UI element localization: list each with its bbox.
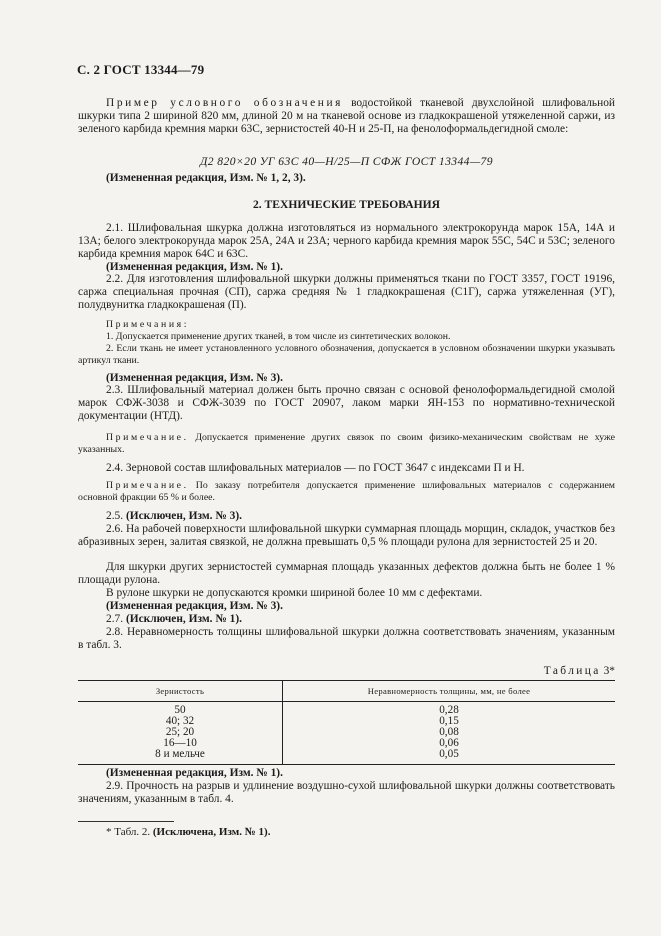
amendment-note: (Измененная редакция, Изм. № 1, 2, 3). — [106, 172, 306, 184]
example-label: Пример условного обозначения — [106, 97, 343, 109]
clause-2-3: 2.3. Шлифовальный материал должен быть прочно связан с основой фенолоформальдегидной смолой марок СФЖ-3038 и СФЖ-3039 по ГОСТ 20907, лаком марки ЯН-153 по нормативно-технической документации (НТД). — [78, 384, 615, 423]
clause-2-4: 2.4. Зерновой состав шлифовальных материалов — по ГОСТ 3647 с индексами П и Н. — [106, 462, 525, 474]
amendment-note: (Измененная редакция, Изм. № 1). — [106, 767, 283, 779]
clause-2-8: 2.8. Неравномерность толщины шлифовальной шкурки должна соответствовать значениям, указанным в табл. 3. — [78, 626, 615, 652]
note-item: 2. Если ткань не имеет установленного условного обозначения, допускается в условном обозначении шкурки указывать артикул ткани. — [78, 343, 615, 366]
amendment-note: (Измененная редакция, Изм. № 1). — [106, 261, 283, 273]
clause-2-6-edges: В рулоне шкурки не допускаются кромки шириной более 10 мм с дефектами. — [106, 587, 483, 599]
notes-label: Примечания: — [106, 319, 190, 330]
clause-2-1: 2.1. Шлифовальная шкурка должна изготовляться из нормального электрокорунда марок 15А, 14А и 13А; белого электрокорунда марок 25А, 24А и 23А; черного карбида кремния марок 55С, 54С и 53С; зеленого карбида кремния марок 64С и 63С. — [78, 222, 615, 261]
clause-2-6: 2.6. На рабочей поверхности шлифовальной шкурки суммарная площадь морщин, складок, участков без абразивных зерен, залитая связкой, не должна превышать 0,5 % площади рулона для зернистостей 25 и 20. — [78, 523, 615, 549]
clause-2-5: 2.5. (Исключен, Изм. № 3). — [106, 510, 242, 522]
clause-2-2: 2.2. Для изготовления шлифовальной шкурки должны применяться ткани по ГОСТ 3357, ГОСТ 19196, саржа специальная прочная (СП), саржа средняя № 1 гладкокрашеная (С1Г), саржа утяжеленная (УГ), полудвунитка гладкокрашеная (П). — [78, 273, 615, 312]
section-title: 2. ТЕХНИЧЕСКИЕ ТРЕБОВАНИЯ — [252, 198, 441, 211]
note-item: 1. Допускается применение других тканей, в том числе из синтетических волокон. — [106, 331, 451, 342]
table-row: 40; 32 0,15 — [78, 716, 615, 727]
table-row: 50 0,28 — [78, 702, 615, 717]
amendment-note: (Измененная редакция, Изм. № 3). — [106, 600, 283, 612]
footnote-divider — [78, 821, 174, 822]
grit-thickness-table — [78, 680, 615, 765]
clause-2-9: 2.9. Прочность на разрыв и удлинение воздушно-сухой шлифовальной шкурки должны соответствовать значениям, указанным в табл. 4. — [78, 780, 615, 806]
designation-example — [78, 97, 615, 137]
amendment-note: (Измененная редакция, Изм. № 3). — [106, 372, 283, 384]
table-row: 25; 20 0,08 — [78, 727, 615, 738]
note: Примечание. По заказу потребителя допускается применение шлифовальных материалов с содержанием основной фракции 65 % и более. — [78, 480, 615, 503]
table-row: 8 и мельче 0,05 — [78, 749, 615, 765]
clause-2-6-cont: Для шкурки других зернистостей суммарная площадь указанных дефектов должна быть не более 1 % площади рулона. — [78, 561, 615, 587]
footnote: * Табл. 2. (Исключена, Изм. № 1). — [106, 826, 271, 838]
table-caption: Таблица 3* — [543, 665, 615, 677]
page-header: С. 2 ГОСТ 13344—79 — [77, 62, 205, 77]
table-header-row — [78, 681, 615, 702]
column-header-grit: Зернистость — [78, 681, 283, 702]
column-header-unevenness: Неравномерность толщины, мм, не более — [367, 686, 531, 696]
table-row: 16—10 0,06 — [78, 738, 615, 749]
designation-formula: Д2 820×20 УГ 63С 40—Н/25—П СФЖ ГОСТ 13344—79 — [200, 155, 493, 168]
clause-2-7: 2.7. (Исключен, Изм. № 1). — [106, 613, 242, 625]
note: Примечание. Допускается применение других связок по своим физико-механическим свойствам не хуже указанных. — [78, 432, 615, 455]
example-text: водостойкой тканевой двухслойной шлифовальной шкурки типа 2 шириной 820 мм, длиной 20 м на тканевой основе из гладкокрашеной утяжеленной саржи, из зеленого карбида кремния марки 63С, зернистостей 40-Н и 25-П, на фенолоформальдегидной смоле: — [78, 97, 616, 136]
